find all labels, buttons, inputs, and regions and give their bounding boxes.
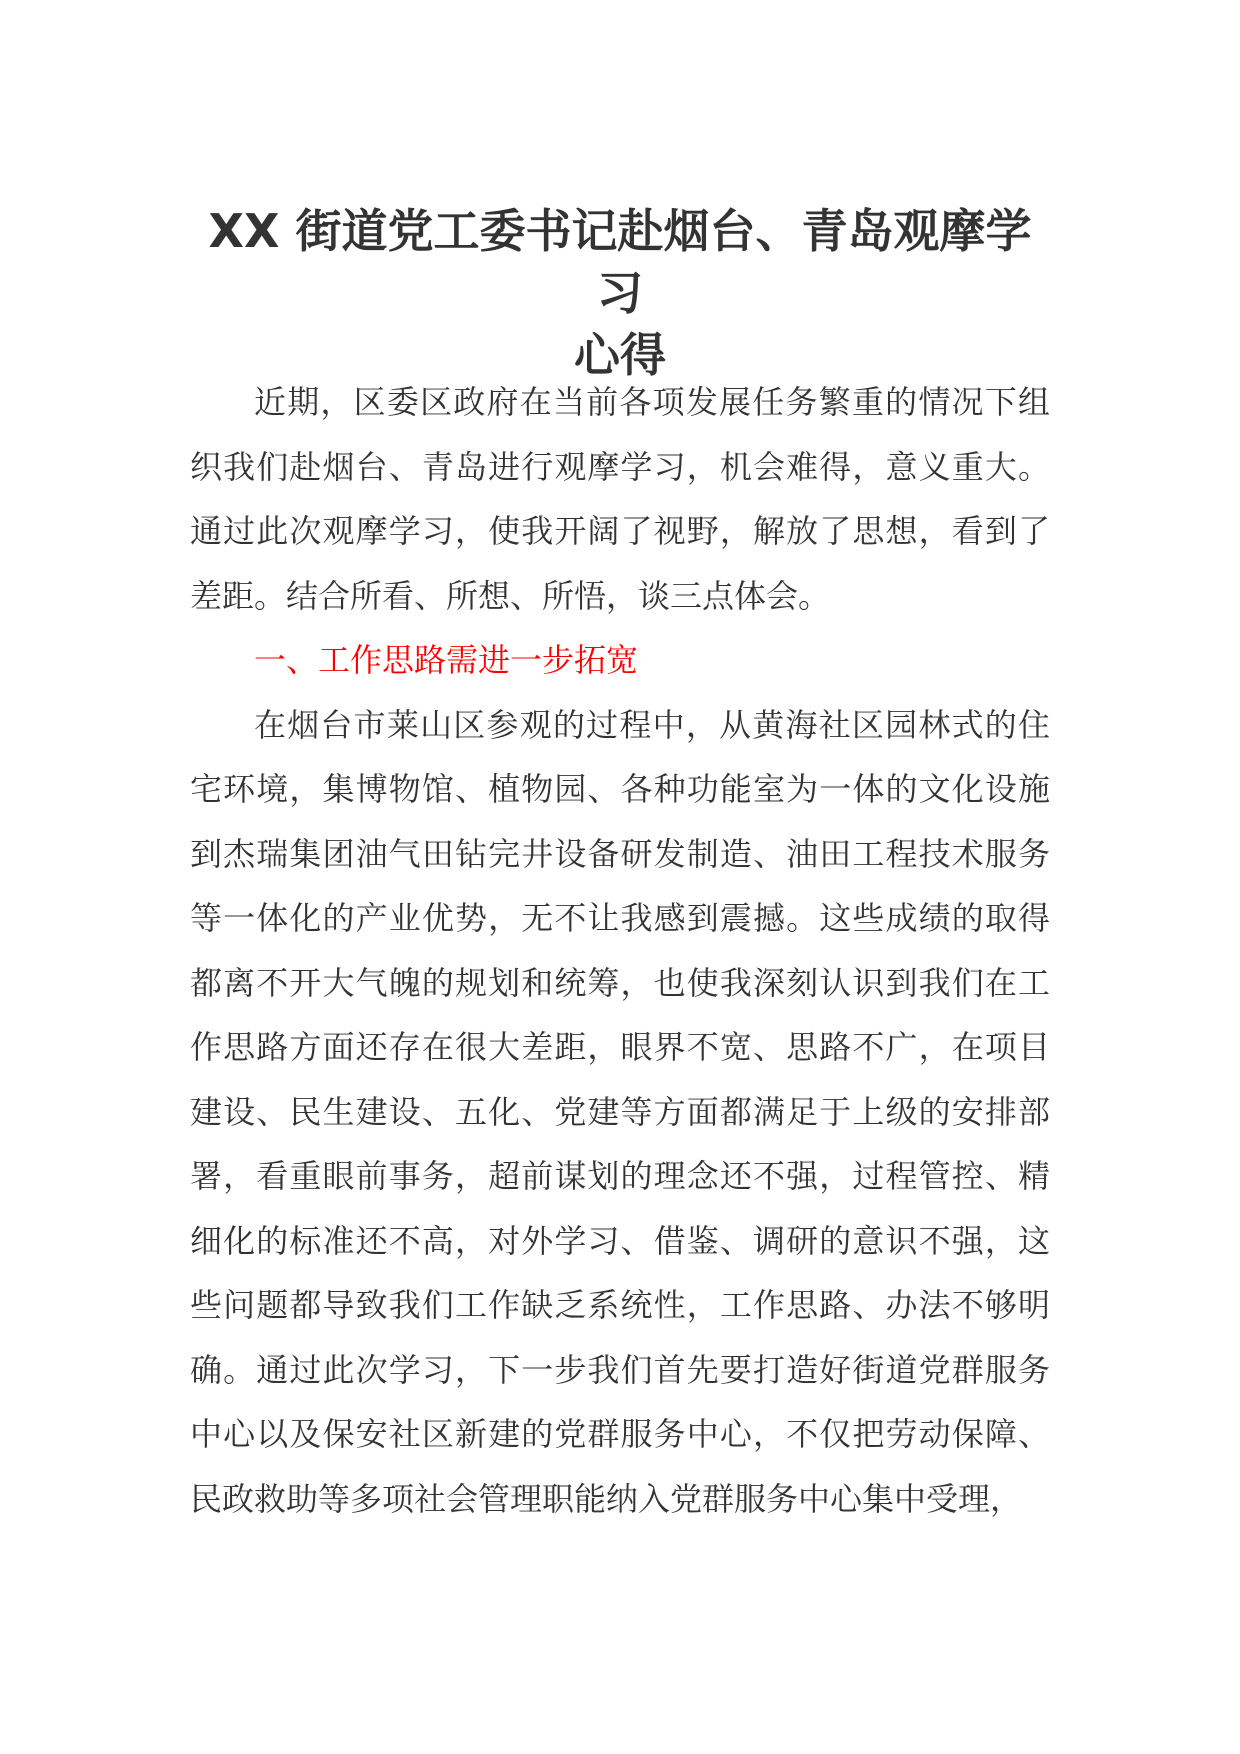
document-title-line-2: 心得 <box>574 328 666 382</box>
section-heading-1: 一、工作思路需进一步拓宽 <box>254 641 639 679</box>
document-title <box>190 200 1050 386</box>
document-title-line-1: XX 街道党工委书记赴烟台、青岛观摩学习 <box>208 204 1032 320</box>
document-body <box>190 370 1050 1531</box>
body-paragraph: 在烟台市莱山区参观的过程中，从黄海社区园林式的住宅环境，集博物馆、植物园、各种功能室为一体的文化设施到杰瑞集团油气田钻完井设备研发制造、油田工程技术服务等一体化的产业优势，无不让我感到震撼。这些成绩的取得都离不开大气魄的规划和统筹，也使我深刻认识到我们在工作思路方面还存在很大差距，眼界不宽、思路不广，在项目建设、民生建设、五化、党建等方面都满足于上级的安排部署，看重眼前事务，超前谋划的理念还不强，过程管控、精细化的标准还不高，对外学习、借鉴、调研的意识不强，这些问题都导致我们工作缺乏系统性，工作思路、办法不够明确。通过此次学习，下一步我们首先要打造好街道党群服务中心以及保安社区新建的党群服务中心，不仅把劳动保障、民政救助等多项社会管理职能纳入党群服务中心集中受理， <box>190 705 1050 1518</box>
intro-paragraph: 近期，区委区政府在当前各项发展任务繁重的情况下组织我们赴烟台、青岛进行观摩学习，机会难得，意义重大。通过此次观摩学习，使我开阔了视野，解放了思想，看到了差距。结合所看、所想、所悟，谈三点体会。 <box>190 383 1050 615</box>
